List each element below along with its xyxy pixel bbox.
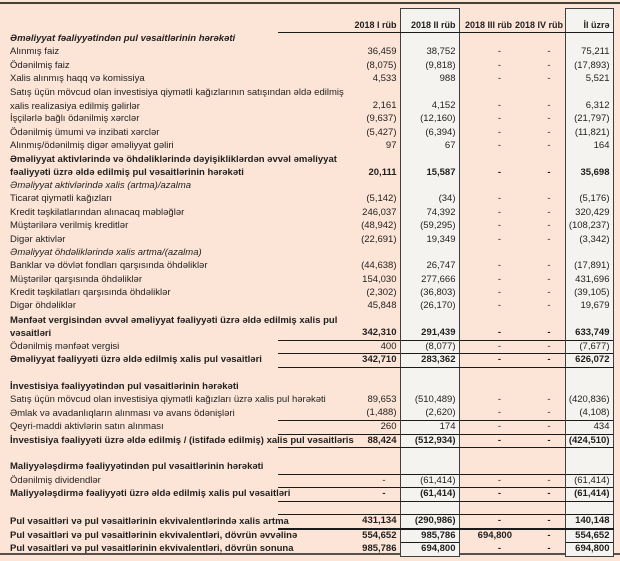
cell-q4: - [515,434,565,448]
table-row [8,140,613,153]
row-label: İnvestisiya fəaliyyətindən pul vəsaitlərinin hərəkəti [10,380,239,392]
table-row [8,247,613,260]
cell-q2: (26,170) [400,300,459,313]
cell-year: (17,893) [565,59,613,72]
row-label: Alınmış faiz [10,46,60,58]
cell-q4: - [547,100,551,112]
cell-q1: 985,786 [362,543,397,555]
cell-q1 [278,461,400,474]
cell-q3: - [459,488,515,502]
cell-year [565,501,613,514]
table-row [8,153,613,180]
cell-year: (39,105) [565,287,613,300]
cell-year: (4,108) [565,407,613,420]
header-row [8,9,613,33]
cell-q3: - [497,100,501,112]
row-label: Ödənilmiş mənfəət vergisi [10,340,120,352]
cell-year: (5,176) [565,193,613,206]
cell-q1 [278,33,400,46]
row-label: Mənfəət vergisindən əvvəl əməliyyat fəaliyyəti üzrə əldə edilmiş xalis pul vəsaitləri [10,314,338,339]
table-row [8,220,613,233]
cell-q2: 277,666 [400,273,459,286]
cell-year: 35,698 [565,153,613,180]
table-body [8,33,613,557]
col-header-2018-q4: 2018 IV rüb [515,9,565,33]
cell-q3 [459,448,515,461]
cell-q4 [515,247,565,260]
col-header-2018-q1: 2018 I rüb [278,9,400,33]
cell-q2: 694,800 [400,543,459,557]
table-row [8,354,613,368]
cell-q4 [515,180,565,193]
cell-q1: 89,653 [367,394,397,406]
table-row [8,340,613,354]
top-rule [0,2,620,4]
cell-q3 [459,33,515,46]
cell-q3: 694,800 [477,530,512,541]
cell-q1 [278,247,400,260]
cell-q4: - [547,206,551,218]
cell-q4: - [515,474,565,488]
cell-q4: - [547,46,551,58]
row-label: Digər öhdəliklər [10,300,77,312]
cell-q2: (2,620) [400,407,459,420]
cell-q1: (48,942) [361,220,397,232]
cell-q2 [400,381,459,394]
row-label: Banklar və dövlət fondları qarşısında öhdəliklər [10,260,208,272]
cell-q1 [278,180,400,193]
cell-q1: 342,310 [362,327,397,339]
cell-q3: - [497,287,501,299]
cell-q1: 554,652 [362,530,397,541]
cell-q2: (61,414) [400,474,459,488]
cell-q2 [400,501,459,514]
cell-q1: (22,691) [361,233,397,245]
cell-q3: - [497,220,501,232]
row-label: Pul vəsaitləri və pul vəsaitlərinin ekvivalentlərində xalis artma [10,515,289,527]
cell-year: (420,836) [565,394,613,407]
table-row [8,73,613,86]
spacer-row [8,501,613,514]
cell-year [565,448,613,461]
cell-q2 [400,461,459,474]
cell-year: 19,679 [565,300,613,313]
cell-q4: - [547,126,551,138]
table-row [8,515,613,529]
row-label: Əməliyyat fəaliyyəti üzrə əldə edilmiş xalis pul vəsaitləri [10,354,262,366]
row-label: Əməliyyat aktivlərində xalis (artma)/azalma [10,180,192,192]
cell-q2: (61,414) [400,488,459,502]
row-label: İnvestisiya fəaliyyəti üzrə əldə edilmiş / (istifadə edilmiş) xalis pul vəsaitləris [10,434,354,446]
cell-q4: - [547,300,551,312]
cell-q3: - [497,73,501,85]
cell-q2 [400,33,459,46]
row-label [8,501,278,514]
row-label: Müştərilər qarşısında öhdəliklər [10,273,143,285]
cell-q1: (9,637) [366,113,397,125]
cell-q4: - [547,233,551,245]
cell-q1: (1,488) [366,407,397,419]
cell-q1: 154,030 [362,273,397,285]
cell-q3: - [497,167,501,179]
table-row [8,488,613,502]
cell-q3 [459,367,515,380]
cell-q2: (290,986) [400,515,459,529]
cell-q4: - [515,421,565,435]
cell-year: (3,342) [565,233,613,246]
row-label: Əmlak və avadanlıqların alınması və avans ödənişləri [10,407,235,419]
cell-year: 554,652 [565,529,613,543]
cell-q4 [515,461,565,474]
table-row [8,126,613,139]
cell-q3: - [497,59,501,71]
row-label: Əməliyyat fəaliyyətindən pul vəsaitlərinin hərəkəti [10,32,236,44]
cell-year [565,33,613,46]
cell-q4 [515,381,565,394]
row-label: Pul vəsaitləri və pul vəsaitlərinin ekvivalentləri, dövrün sonuna [10,543,294,555]
cell-q3: - [497,260,501,272]
table-row [8,407,613,420]
cell-q4 [515,367,565,380]
cell-q1: - [278,488,400,502]
cell-q1 [278,367,400,380]
table-row [8,206,613,219]
table-row [8,33,613,46]
cell-year: (7,677) [565,340,613,354]
cell-q4: - [515,488,565,502]
cell-q2: 74,392 [400,206,459,219]
cell-q1: 45,848 [367,300,397,312]
cell-q3: - [459,340,515,354]
cell-q3: - [497,193,501,205]
table-row [8,59,613,72]
cell-q1: (8,075) [366,59,397,71]
cell-q2 [400,367,459,380]
cell-year: (17,891) [565,260,613,273]
cell-year: (108,237) [565,220,613,233]
row-label: Kredit təşkilatları qarşısında öhdəliklər [10,287,171,299]
table-row [8,474,613,488]
cell-q4: - [547,113,551,125]
cell-q4: - [547,327,551,339]
table-row [8,86,613,113]
cell-q4: - [547,59,551,71]
cell-q4: - [547,193,551,205]
cell-q3: - [497,206,501,218]
cell-q1: 342,710 [278,354,400,368]
table-row [8,300,613,313]
cell-q3 [459,461,515,474]
row-label: Ödənilmiş dividendlər [10,474,101,486]
table-row [8,421,613,435]
spacer-row [8,367,613,380]
cell-q3: - [459,354,515,368]
cell-q2: (36,803) [400,287,459,300]
table-row [8,461,613,474]
table-row [8,434,613,448]
cell-q1: 4,533 [372,73,397,85]
cell-q2: (9,818) [400,59,459,72]
cell-q3: - [497,407,501,419]
cell-q4: - [547,543,551,555]
table-row [8,313,613,340]
cell-q1: 400 [278,340,400,354]
cell-year: 431,696 [565,273,613,286]
cell-year [565,247,613,260]
row-label: Əməliyyat öhdəliklərində xalis artma/(azalma) [10,246,202,258]
cell-year: (424,510) [565,434,613,448]
cell-year: 434 [565,421,613,435]
cell-q2: 4,152 [400,86,459,113]
cell-q3: - [497,394,501,406]
cell-q2: 26,747 [400,260,459,273]
row-label: Ticarət qiymətli kağızları [10,193,113,205]
cell-year [565,367,613,380]
cell-q2 [400,448,459,461]
cell-q1: 97 [385,139,397,151]
cell-q3: - [497,126,501,138]
cell-year: (11,821) [565,126,613,139]
cell-q2: 291,439 [400,313,459,340]
row-label: Əməliyyat aktivlərində və öhdəliklərində dəyişikliklərdən əvvəl əməliyyat fəaliyyəti üzrə əldə edilmiş pul vəsaitlərinin hərəkəti [10,154,337,179]
table-row [8,394,613,407]
cell-q2 [400,180,459,193]
cell-q2: (8,077) [400,340,459,354]
cell-q3: - [459,421,515,435]
cell-q2: 174 [400,421,459,435]
cell-q3: - [497,300,501,312]
cell-q1 [278,448,400,461]
cell-q3: - [497,327,501,339]
cell-q4: - [515,515,565,529]
cell-q3 [459,180,515,193]
cash-flow-table [8,8,614,557]
row-label: Digər aktivlər [10,233,66,245]
cell-q1 [278,501,400,514]
cell-q4: - [515,340,565,354]
cell-q2: (34) [400,193,459,206]
cell-q4 [515,448,565,461]
table-row [8,180,613,193]
col-header-year-total: İl üzrə [565,9,613,33]
table-row [8,260,613,273]
cell-q1: 20,111 [368,167,397,179]
row-label: Maliyyələşdirmə fəaliyyəti üzrə əldə edilmiş xalis pul vəsaitləri [10,488,291,500]
row-label: Ödənilmiş ümumi və inzibati xərclər [10,126,160,138]
cell-year: 75,211 [565,46,613,59]
cell-year: (21,797) [565,113,613,126]
row-label: Ödənilmiş faiz [10,59,70,71]
col-header-2018-q3: 2018 III rüb [459,9,515,33]
cell-q4: - [547,273,551,285]
table-row [8,233,613,246]
cell-year: 626,072 [565,354,613,368]
cell-q3: - [497,139,501,151]
cell-q1: (2,302) [366,287,397,299]
cell-q1: 2,161 [372,100,397,112]
col-header-label [8,9,278,33]
cell-q2: 985,786 [400,529,459,543]
cell-year: (61,414) [565,474,613,488]
cell-q1: 431,134 [278,515,400,529]
cell-q3: - [459,515,515,529]
cell-q1: (44,638) [361,260,397,272]
row-label: Satış üçün mövcud olan investisiya qiymətli kağızlarının satışından əldə edilmiş xalis realizasiya edilmiş gəlirlər [10,87,344,112]
cell-q4: - [547,73,551,85]
table-row [8,46,613,59]
cell-q2: (512,934) [400,434,459,448]
cell-q2: 19,349 [400,233,459,246]
cell-q2: (59,295) [400,220,459,233]
cell-q3 [459,247,515,260]
cell-q3: - [497,273,501,285]
row-label: İşçilərlə bağlı ödənilmiş xərclər [10,113,140,125]
cell-q2: (6,394) [400,126,459,139]
cell-q3: - [497,543,501,555]
cell-q1: 246,037 [362,206,397,218]
row-label: Kredit təşkilatlarından alınacaq məbləğlər [10,206,185,218]
cell-q4: - [547,260,551,272]
cell-q4: - [547,394,551,406]
row-label [8,448,278,461]
cell-q3: - [497,46,501,58]
row-label: Qeyri-maddi aktivlərin satın alınması [10,421,164,433]
cell-year: 694,800 [565,543,613,557]
spacer-row [8,448,613,461]
cell-year [565,461,613,474]
cell-q4 [515,501,565,514]
cell-q4: - [547,287,551,299]
cell-year: 164 [565,140,613,153]
row-label: Müştərilərə verilmiş kreditlər [10,220,129,232]
cell-q4: - [547,220,551,232]
cell-q1: 88,424 [278,434,400,448]
cell-q4 [515,33,565,46]
cell-q1 [278,381,400,394]
cell-year [565,381,613,394]
cell-q2 [400,247,459,260]
cell-year: (61,414) [565,488,613,502]
row-label: Satış üçün mövcud olan investisiya qiymətli kağızları üzrə xalis pul hərəkəti [10,394,326,406]
cell-q2: 988 [400,73,459,86]
cell-q1: (5,427) [366,126,397,138]
cell-q4: - [547,407,551,419]
row-label: Maliyyələşdirmə fəaliyyətindən pul vəsaitlərinin hərəkəti [10,461,264,473]
table-row [8,193,613,206]
table-row [8,273,613,286]
cell-q4: - [547,530,551,541]
row-label: Pul vəsaitləri və pul vəsaitlərinin ekvivalentləri, dövrün əvvəlinə [10,529,298,541]
cell-year: 320,429 [565,206,613,219]
row-label: Xalis alınmış haqq və komissiya [10,73,145,85]
cell-q4: - [547,167,551,179]
table-row [8,287,613,300]
cell-q1: 36,459 [367,46,397,58]
cell-q4: - [547,139,551,151]
cell-q3: - [497,113,501,125]
cell-q2: (510,489) [400,394,459,407]
cell-q2: 15,587 [400,153,459,180]
cell-q2: 283,362 [400,354,459,368]
cell-year: 6,312 [565,86,613,113]
cell-year: 140,148 [565,515,613,529]
cell-q3: - [459,474,515,488]
cell-q2: 38,752 [400,46,459,59]
cell-q3 [459,501,515,514]
table-row [8,113,613,126]
cell-q1: (5,142) [366,193,397,205]
cell-q2: 67 [400,140,459,153]
row-label [8,367,278,380]
cell-year [565,180,613,193]
row-label: Alınmış/ödənilmiş digər əməliyyat gəliri [10,139,174,151]
cell-q3: - [497,233,501,245]
col-header-2018-q2: 2018 II rüb [400,9,459,33]
cell-q3: - [459,434,515,448]
cell-q1: - [278,474,400,488]
table-row [8,381,613,394]
cell-q1: 260 [278,421,400,435]
table-row [8,529,613,543]
cell-q3 [459,381,515,394]
cell-q2: (12,160) [400,113,459,126]
cell-q4: - [515,354,565,368]
cell-year: 633,749 [565,313,613,340]
table-row [8,543,613,557]
cell-year: 5,521 [565,73,613,86]
